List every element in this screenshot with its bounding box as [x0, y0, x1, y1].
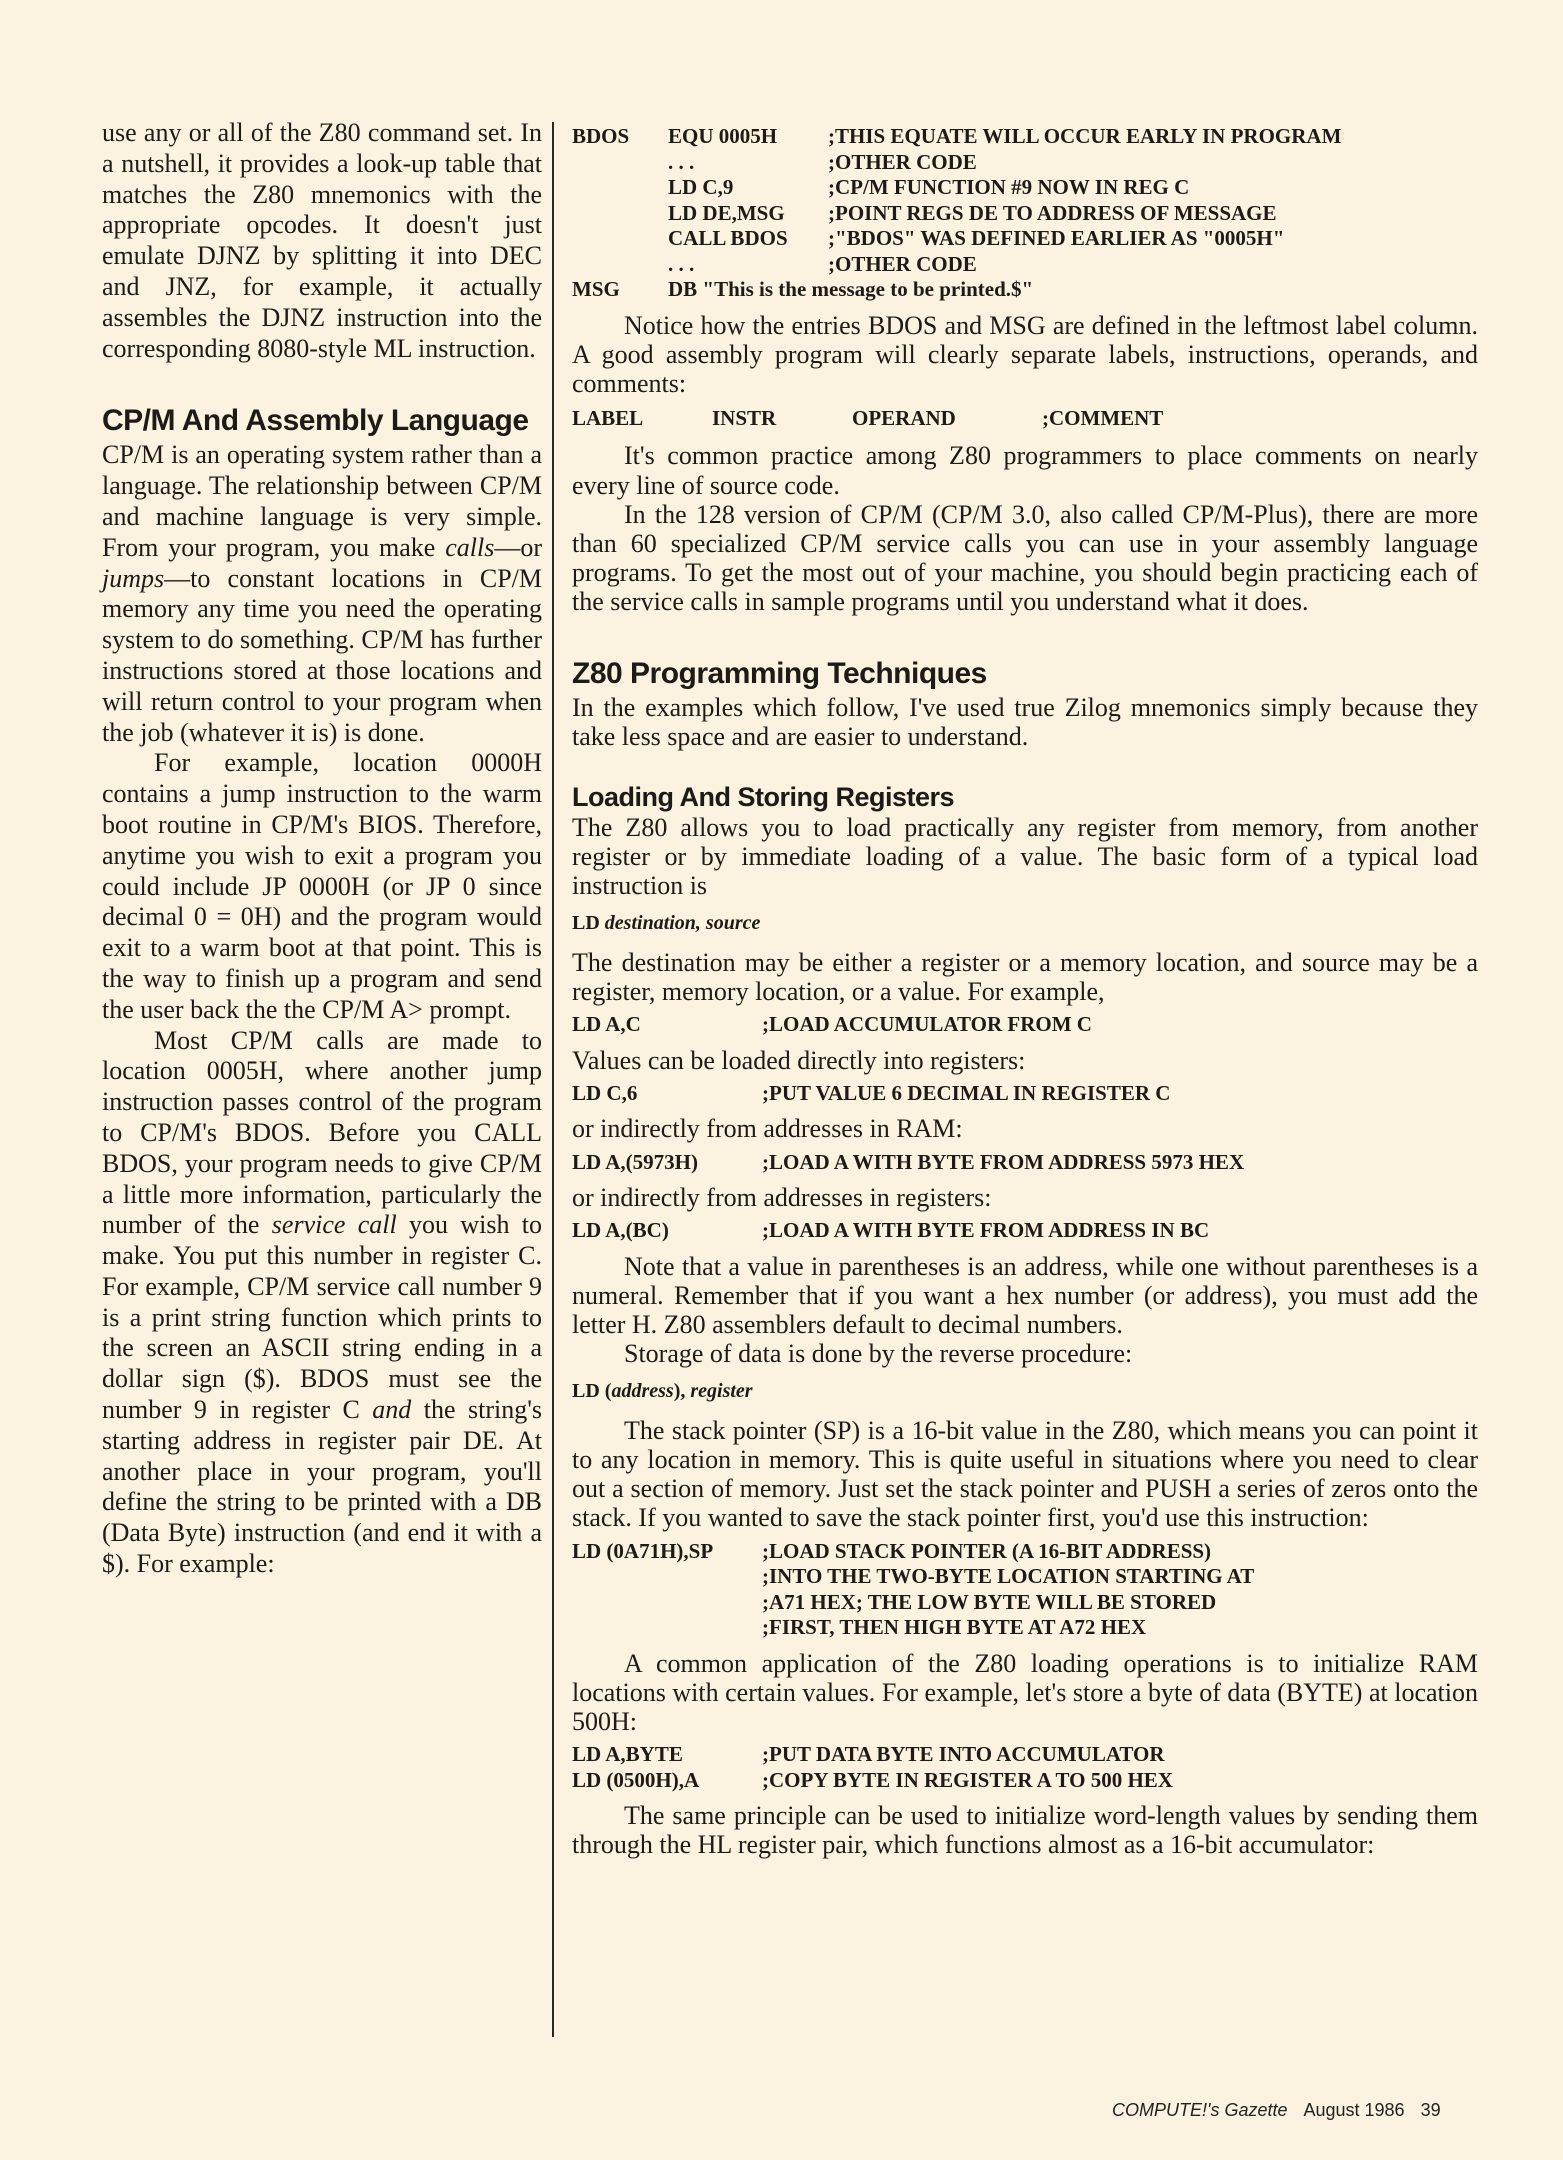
code-instr: LD A,(5973H)	[572, 1149, 698, 1174]
paragraph: The stack pointer (SP) is a 16-bit value in the Z80, which means you can point it to any location in memory. This is quite useful in situations where you need to clear out a section of memory. Just set the stack pointer and PUSH a series of zeros onto the stack. If you wanted to save the stack pointer first, you'd use this instruction:	[572, 1415, 1478, 1533]
paragraph: A common application of the Z80 loading operations is to initialize RAM locations with certain values. For example, let's store a byte of data (BYTE) at location 500H:	[572, 1648, 1478, 1736]
code-label	[572, 226, 668, 252]
subsection-heading: Loading And Storing Registers	[572, 781, 955, 812]
code-instr: LD C,9	[668, 175, 734, 199]
emphasis: service call	[271, 1210, 397, 1240]
text: Most CP/M calls are made to location 0005H, where another jump instruction passes control of the program to CP/M's BDOS. Before you CALL BDOS, your program needs to give CP/M a little more information, particularly the number of the	[102, 1025, 542, 1240]
code-instr: LD (0A71H),SP	[572, 1538, 714, 1563]
code-listing-stack	[572, 1539, 1478, 1641]
paragraph	[102, 440, 542, 748]
code-instr	[572, 1564, 762, 1590]
text: you wish to make. You put this number in register C. For example, CP/M service call number 9 is a print string function which prints to the screen an ASCII string ending in a dollar sign ($). BDOS must see the number 9 in register C	[102, 1210, 543, 1425]
code-line	[572, 252, 1478, 278]
code-comment: ;A71 HEX; THE LOW BYTE WILL BE STORED	[762, 1589, 1217, 1614]
code-instr: . . .	[668, 251, 695, 276]
code-instr: LD A,C	[572, 1012, 641, 1037]
column-instr: INSTR	[712, 406, 777, 431]
code-comment: ;POINT REGS DE TO ADDRESS OF MESSAGE	[828, 200, 1277, 225]
code-instr: CALL BDOS	[668, 226, 788, 250]
code-instr: . . .	[668, 149, 695, 174]
code-line	[572, 150, 1478, 176]
code-instr: LD A,(BC)	[572, 1218, 669, 1243]
emphasis: and	[372, 1395, 412, 1425]
code-label: BDOS	[572, 124, 630, 148]
section-heading: Z80 Programming Techniques	[572, 656, 987, 690]
code-instr: LD C,6	[572, 1080, 638, 1105]
text: —to constant locations in CP/M memory any time you need the operating system to do something. CP/M has further instructions stored at those locations and will return control to your program when the job (whatever it is) is done.	[102, 563, 542, 747]
syntax-load	[572, 909, 1478, 938]
code-label	[572, 150, 668, 176]
text: CP/M is an operating system rather than a language. The relationship between CP/M and machine language is very simple. From your program, you make	[102, 440, 542, 562]
code-listing-bdos	[572, 124, 1478, 303]
paragraph: In the examples which follow, I've used true Zilog mnemonics simply because they take less space and are easier to understand.	[572, 692, 1478, 751]
paragraph: or indirectly from addresses in registers:	[572, 1183, 992, 1213]
column-operand: OPERAND	[852, 406, 956, 431]
emphasis: address	[611, 1379, 674, 1402]
code-comment: ;PUT VALUE 6 DECIMAL IN REGISTER C	[762, 1080, 1171, 1105]
page-footer	[1112, 2100, 1441, 2121]
paragraph: Notice how the entries BDOS and MSG are defined in the leftmost label column. A good assembly program will clearly separate labels, instructions, operands, and comments:	[572, 310, 1478, 398]
code-label: MSG	[572, 277, 620, 301]
code-instr: EQU 0005H	[668, 124, 778, 148]
code-comment: ;LOAD ACCUMULATOR FROM C	[762, 1012, 1092, 1037]
text: LD	[572, 911, 605, 934]
code-instr	[572, 1590, 762, 1616]
paragraph: The same principle can be used to initialize word-length values by sending them through the HL register pair, which functions almost as a 16-bit accumulator:	[572, 1801, 1478, 1860]
code-instr	[572, 1615, 762, 1641]
paragraph: Storage of data is done by the reverse procedure:	[624, 1339, 1133, 1369]
code-comment: ;LOAD A WITH BYTE FROM ADDRESS IN BC	[762, 1218, 1210, 1243]
code-comment: ;OTHER CODE	[828, 149, 977, 174]
code-example	[572, 1150, 1478, 1176]
code-example	[572, 1218, 1478, 1244]
code-instr: LD (0500H),A	[572, 1767, 700, 1792]
code-comment: ;INTO THE TWO-BYTE LOCATION STARTING AT	[762, 1564, 1255, 1589]
code-instr: LD A,BYTE	[572, 1742, 683, 1767]
paragraph: Note that a value in parentheses is an address, while one without parentheses is a numeral. Remember that if you want a hex number (or address), you must add the letter H. Z80 assemblers default to decimal numbers.	[572, 1251, 1478, 1340]
emphasis: destination, source	[604, 911, 761, 934]
code-comment: ;THIS EQUATE WILL OCCUR EARLY IN PROGRAM	[828, 124, 1342, 148]
text: LD (	[572, 1379, 612, 1402]
syntax-store	[572, 1377, 1478, 1406]
paragraph: use any or all of the Z80 command set. In a nutshell, it provides a look-up table that matches the Z80 mnemonics with the appropriate opcodes. It doesn't just emulate DJNZ by splitting it into DEC and JNZ, for example, it actually assembles the DJNZ instruction into the corresponding 8080-style ML instruction.	[102, 118, 542, 363]
text: ),	[673, 1379, 691, 1402]
code-comment: ;CP/M FUNCTION #9 NOW IN REG C	[828, 175, 1190, 199]
code-line	[572, 175, 1478, 201]
code-example	[572, 1081, 1478, 1107]
code-line	[572, 201, 1478, 227]
code-example	[572, 1012, 1478, 1038]
column-comment: ;COMMENT	[1042, 406, 1164, 431]
code-label	[572, 252, 668, 278]
code-comment: ;LOAD A WITH BYTE FROM ADDRESS 5973 HEX	[762, 1149, 1245, 1174]
paragraph: or indirectly from addresses in RAM:	[572, 1114, 963, 1144]
emphasis: calls	[445, 532, 495, 562]
paragraph: Values can be loaded directly into registers:	[572, 1045, 1026, 1075]
code-instr: LD DE,MSG	[668, 200, 785, 225]
code-instr: DB "This is the message to be printed.$"	[668, 277, 1034, 301]
paragraph: It's common practice among Z80 programmers to place comments on nearly every line of source code.	[572, 441, 1478, 500]
code-comment: ;OTHER CODE	[828, 251, 977, 276]
issue-date: August 1986	[1303, 2100, 1405, 2120]
left-column	[102, 118, 542, 1580]
text: —or	[494, 532, 542, 562]
paragraph: For example, location 0000H contains a jump instruction to the warm boot routine in CP/M's BIOS. Therefore, anytime you wish to exit a program you could include JP 0000H (or JP 0 since decimal 0 = 0H) and the program would exit to a warm boot at that point. This is the way to finish up a program and send the user back the the CP/M A> prompt.	[102, 748, 542, 1024]
paragraph: In the 128 version of CP/M (CP/M 3.0, also called CP/M-Plus), there are more than 60 specialized CP/M service calls you can use in your assembly language programs. To get the most out of your machine, you should begin practicing each of the service calls in sample programs until you understand what it does.	[572, 499, 1478, 617]
paragraph: The Z80 allows you to load practically any register from memory, from another register or by immediate loading of a value. The basic form of a typical load instruction is	[572, 812, 1478, 901]
page-number: 39	[1420, 2100, 1441, 2120]
code-line	[572, 124, 1478, 150]
column-headers	[572, 404, 1478, 433]
code-line	[572, 277, 1478, 303]
code-listing-store	[572, 1742, 1478, 1793]
code-comment: ;PUT DATA BYTE INTO ACCUMULATOR	[762, 1742, 1165, 1767]
emphasis: register	[690, 1379, 753, 1402]
code-comment: ;FIRST, THEN HIGH BYTE AT A72 HEX	[762, 1615, 1147, 1640]
column-label: LABEL	[572, 406, 644, 431]
text: the string's starting address in register pair DE. At another place in your program, you'll define the string to be printed with a DB (Data Byte) instruction (and end it with a $). For example:	[102, 1395, 542, 1579]
code-comment: ;"BDOS" WAS DEFINED EARLIER AS "0005H"	[828, 226, 1285, 250]
code-comment: ;LOAD STACK POINTER (A 16-BIT ADDRESS)	[762, 1538, 1212, 1563]
paragraph	[102, 1026, 542, 1580]
magazine-name: COMPUTE!'s Gazette	[1112, 2100, 1288, 2120]
paragraph: The destination may be either a register or a memory location, and source may be a register, memory location, or a value. For example,	[572, 947, 1478, 1006]
section-heading: CP/M And Assembly Language	[102, 404, 529, 438]
code-comment: ;COPY BYTE IN REGISTER A TO 500 HEX	[762, 1767, 1173, 1792]
code-label	[572, 175, 668, 201]
column-divider	[552, 122, 554, 2037]
code-label	[572, 201, 668, 227]
right-column	[572, 118, 1478, 1860]
emphasis: jumps	[102, 563, 165, 593]
code-line	[572, 226, 1478, 252]
